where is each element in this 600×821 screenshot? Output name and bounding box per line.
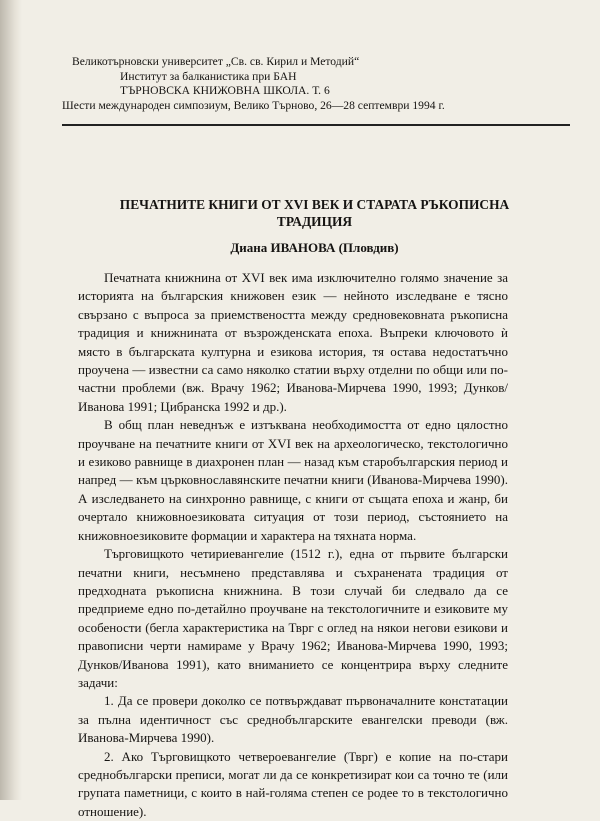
paragraph-4: 1. Да се провери доколко се потвърждават първоначалните констатации за пълна идентичност със среднобългарските евангелски преводи (вж. Иванова-Мирчева 1990). [78,693,508,746]
article-title [62,196,567,230]
paragraph-2: В общ план неведнъж е изтъквана необходимостта от едно цялостно проучване на печатните книги от XVI век на археологическо, текстологично и езиково равнище в диахронен план — назад към старобългарския период и напред — към църковнославянските печатни книги (Иванова-Мирчева 1990). А изследването на синхронно равнище, с книги от същата епоха и жанр, би очертало книжовноезиковата ситуация от този период, състоянието на книжовноезиковите формации и характера на тяхната норма. [78,417,508,543]
symposium-line: Шести международен симпозиум, Велико Търново, 26—28 септември 1994 г. [62,98,445,112]
paragraph-5: 2. Ако Търговищкото четвероевангелие (Тврг) е копие на по-стари среднобългарски преписи, могат ли да се конкретизират кои са точно те (или групата паметници, с които в най-голяма степен се родее то в текстологично отношение). [78,748,508,819]
header-divider [62,124,570,126]
publication-header [62,55,567,113]
university-line: Великотърновски университет „Св. св. Кирил и Методий“ [72,55,360,68]
author-line: Диана ИВАНОВА (Пловдив) [230,240,399,255]
title-line-2: ТРАДИЦИЯ [276,214,353,229]
paragraph-3: Търговищкото четириевангелие (1512 г.), една от първите български печатни книги, несъмнено представлява и съхранената традиция от предходната ръкописна книжнина. В този случай би следвало да се предприеме едно по-детайлно проучване на текстологичните и езиковите му особености (бегла характеристика на Тврг с оглед на някои негови езикови и правописни черти намираме у Врачу 1962; Иванова-Мирчева 1990, 1993; Дунков/Иванова 1991), като вниманието се концентрира върху следните задачи: [78,546,508,690]
title-line-1: ПЕЧАТНИТЕ КНИГИ ОТ XVI ВЕК И СТАРАТА РЪКОПИСНА [119,197,510,212]
article-body [78,269,508,821]
binding-shadow [0,0,22,800]
institute-line: Институт за балканистика при БАН [120,69,297,83]
paragraph-1: Печатната книжнина от XVI век има изключително голямо значение за историята на българския книжовен език — нейното изследване е тясно свързано с въпроса за приемствеността между средновековната ръкописна традиция и книжнината от възрожденската епоха. Въпреки ключовото ѝ място в българската културна и езикова история, тя остава недостатъчно проучена — известни са само няколко статии върху отделни по общи или по-частни проблеми (вж. Врачу 1962; Иванова-Мирчева 1990, 1993; Дунков/Иванова 1991; Цибранска 1992 и др.). [78,270,508,414]
series-line: ТЪРНОВСКА КНИЖОВНА ШКОЛА. Т. 6 [120,84,330,97]
